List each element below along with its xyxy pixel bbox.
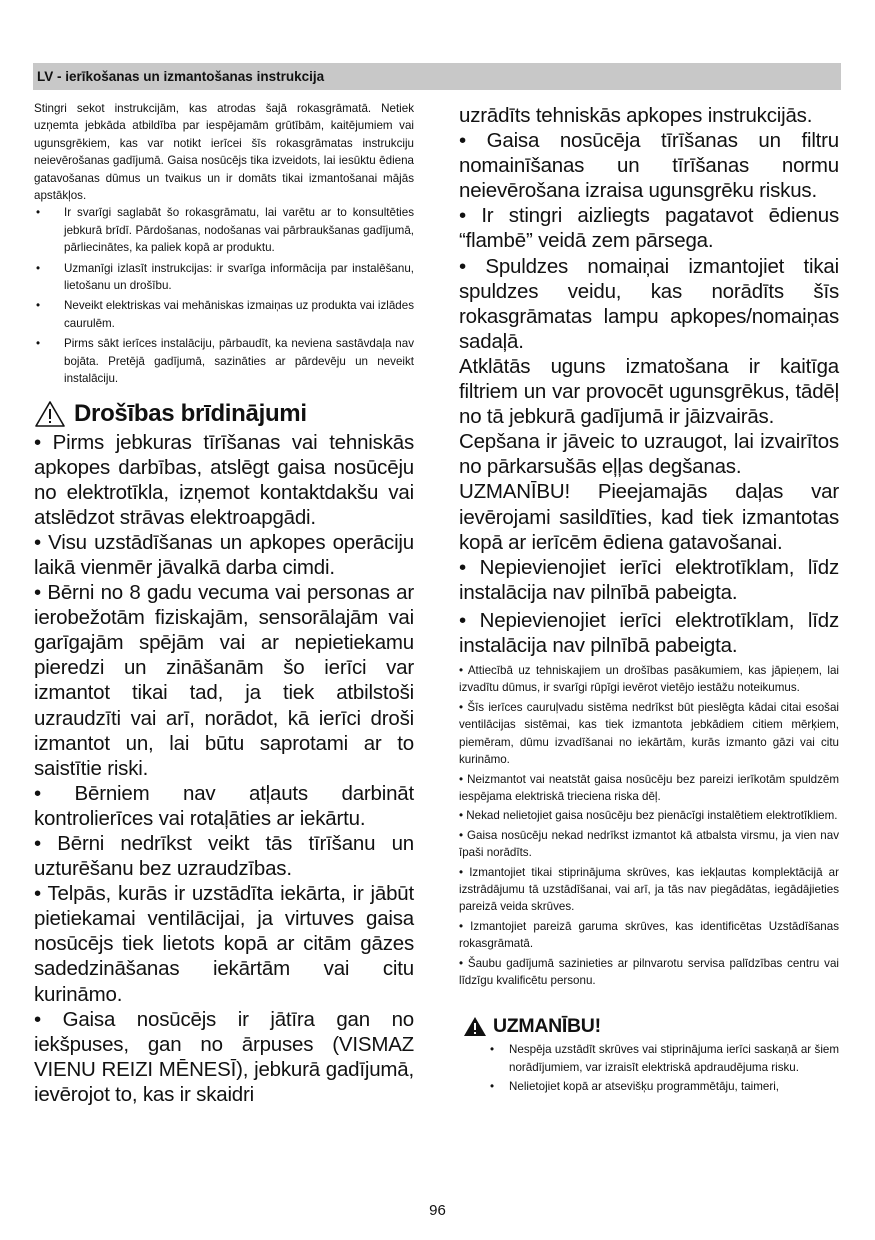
section-header-bar (33, 63, 841, 90)
list-item: • Ir svarīgi saglabāt šo rokasgrāmatu, lai varētu ar to konsultēties jebkurā brīdī. Pārdošanas, nodošanas vai pārbraukšanas gadījumā, pārliecinātes, ka paliek kopā ar produktu. (34, 204, 414, 256)
attention-heading (463, 1015, 839, 1038)
note-paragraph: • Izmantojiet pareizā garuma skrūves, kas identificētas Uzstādīšanas rokasgrāmatā. (459, 919, 839, 951)
warning-triangle-icon (34, 400, 66, 428)
list-item: • Uzmanīgi izlasīt instrukcijas: ir svarīga informācija par instalēšanu, lietošanu un drošību. (34, 260, 414, 295)
warning-paragraph: • Spuldzes nomaiņai izmantojiet tikai spuldzes veidu, kas norādīts šīs rokasgrāmatas lampu apkopes/nomaiņas sadaļā. (459, 254, 839, 353)
safety-warnings-heading (34, 400, 414, 428)
warning-paragraph: • Pirms jebkuras tīrīšanas vai tehniskās apkopes darbības, atslēgt gaisa nosūcēju no elektrotīkla, izņemot kontaktdakšu vai atslēdzot strāvas elektroapgādi. (34, 430, 414, 529)
warning-paragraph: • Bērni no 8 gadu vecuma vai personas ar ierobežotām fiziskajām, sensorālajām vai garīgajām spējām vai ar nepietiekamu pieredzi un zināšanām šo ierīci var izmantot tikai tad, ja tiek atbilstoši uzraudzīti vai arī, norādot, kā ierīci droši izmantot un, lai būtu saprotami ar to saistītie riski. (34, 581, 414, 780)
intro-bullet-list (34, 204, 414, 387)
list-item: • Nelietojiet kopā ar atsevišķu programmētāju, taimeri, (459, 1078, 839, 1095)
attention-title: UZMANĪBU! (493, 1015, 601, 1038)
note-paragraph: • Attiecībā uz tehniskajiem un drošības pasākumiem, kas jāpieņem, lai izvadītu dūmus, ir svarīgi rūpīgi ievērot vietējo iestāžu noteikumus. (459, 664, 839, 695)
note-paragraph: • Nekad nelietojiet gaisa nosūcēju bez pienācīgi instalētiem elektrotīkliem. (459, 809, 838, 823)
section-header-title: LV - ierīkošanas un izmantošanas instrukcija (37, 69, 325, 84)
note-paragraph: • Neizmantot vai neatstāt gaisa nosūcēju bez pareizi ierīkotām spuldzēm iespējama elektriskā trieciena riska dēļ. (459, 772, 839, 803)
warning-paragraph: • Gaisa nosūcēja tīrīšanas un filtru nomainīšanas un tīrīšanas normu neievērošana izraisa ugunsgrēku riskus. (459, 129, 839, 203)
note-paragraph: • Šaubu gadījumā sazinieties ar pilnvarotu servisa palīdzības centru vai līdzīgu kvalificētu personu. (459, 956, 839, 987)
warning-paragraph: UZMANĪBU! Pieejamajās daļas var ievērojami sasildīties, kad tiek izmantotas kopā ar ierīcēm ēdiena gatavošanai. (459, 480, 839, 554)
list-item: • Nespēja uzstādīt skrūves vai stiprinājuma ierīci saskaņā ar šiem norādījumiem, var izraisīt elektriskā apdraudējuma risku. (459, 1041, 839, 1076)
warning-paragraph: • Bērni nedrīkst veikt tās tīrīšanu un uzturēšanu bez uzraudzības. (34, 832, 414, 881)
warning-paragraph: • Telpās, kurās ir uzstādīta iekārta, ir jābūt pietiekamai ventilācijai, ja virtuves gaisa nosūcējs tiek lietots kopā ar citām gāzes sadedzināšanas iekārtām vai citu kurināmo. (34, 882, 414, 1006)
note-paragraph: • Šīs ierīces cauruļvadu sistēma nedrīkst būt pieslēgta kādai citai esošai ventilācijas sistēmai, kas tiek izmantota jebkādiem citiem mērķiem, piemēram, dūmu izvadīšanai no iekārtām, kurās izmanto gāzi vai citu kurināmo. (459, 700, 839, 767)
warning-paragraph: • Ir stingri aizliegts pagatavot ēdienus “flambē” veidā zem pārsega. (459, 204, 839, 253)
right-column (459, 103, 839, 1098)
attention-bullet-list (459, 1041, 839, 1095)
list-item: • Neveikt elektriskas vai mehāniskas izmaiņas uz produkta vai izlādes caurulēm. (34, 297, 414, 332)
page-number: 96 (429, 1202, 446, 1219)
attention-triangle-icon (463, 1016, 487, 1037)
warning-paragraph: uzrādīts tehniskās apkopes instrukcijās. (459, 104, 813, 127)
warning-paragraph: • Nepievienojiet ierīci elektrotīklam, līdz instalācija nav pilnībā pabeigta. (459, 608, 839, 657)
warning-paragraph: • Nepievienojiet ierīci elektrotīklam, līdz instalācija nav pilnībā pabeigta. (459, 555, 839, 604)
left-column (34, 100, 414, 1107)
note-paragraph: • Izmantojiet tikai stiprinājuma skrūves, kas iekļautas komplektācijā ar izstrādājumu tā uzstādīšanai, vai arī, ja tās nav piegādātas, iegādājieties pareizā veida skrūves. (459, 865, 839, 914)
list-item: • Pirms sākt ierīces instalāciju, pārbaudīt, ka neviena sastāvdaļa nav bojāta. Pretējā gadījumā, sazināties ar pārdevēju un neveikt instalāciju. (34, 335, 414, 387)
warning-paragraph: Cepšana ir jāveic to uzraugot, lai izvairītos no pārkarsušās eļļas degšanas. (459, 430, 839, 479)
warning-paragraph: Atklātās uguns izmatošana ir kaitīga filtriem un var provocēt ugunsgrēkus, tādēļ no tā jebkurā gadījumā ir jāizvairās. (459, 354, 839, 429)
safety-warnings-title: Drošības brīdinājumi (74, 399, 307, 427)
intro-paragraph: Stingri sekot instrukcijām, kas atrodas šajā rokasgrāmatā. Netiek uzņemta jebkāda atbildība par iespējamām grūtībām, kaitējumiem vai ugunsgrēkiem, kas var notikt ierīcei šīs rokasgrāmatas instrukciju neievērošanas gadījumā. Gaisa nosūcējs tika izveidots, lai iesūktu ēdiena gatavošanas dūmus un tvaikus un ir domāts tikai izmantošanai mājās apstākļos. (34, 102, 414, 203)
warning-paragraph: • Bērniem nav atļauts darbināt kontrolierīces vai rotaļāties ar iekārtu. (34, 781, 414, 830)
note-paragraph: • Gaisa nosūcēju nekad nedrīkst izmantot kā atbalsta virsmu, ja vien nav īpaši norādīts. (459, 828, 839, 860)
warning-paragraph: • Gaisa nosūcējs ir jātīra gan no iekšpuses, gan no ārpuses (VISMAZ VIENU REIZI MĒNESĪ), jebkurā gadījumā, ievērojot to, kas ir skaidri (34, 1007, 414, 1106)
warning-paragraph: • Visu uzstādīšanas un apkopes operāciju laikā vienmēr jāvalkā darba cimdi. (34, 530, 414, 579)
